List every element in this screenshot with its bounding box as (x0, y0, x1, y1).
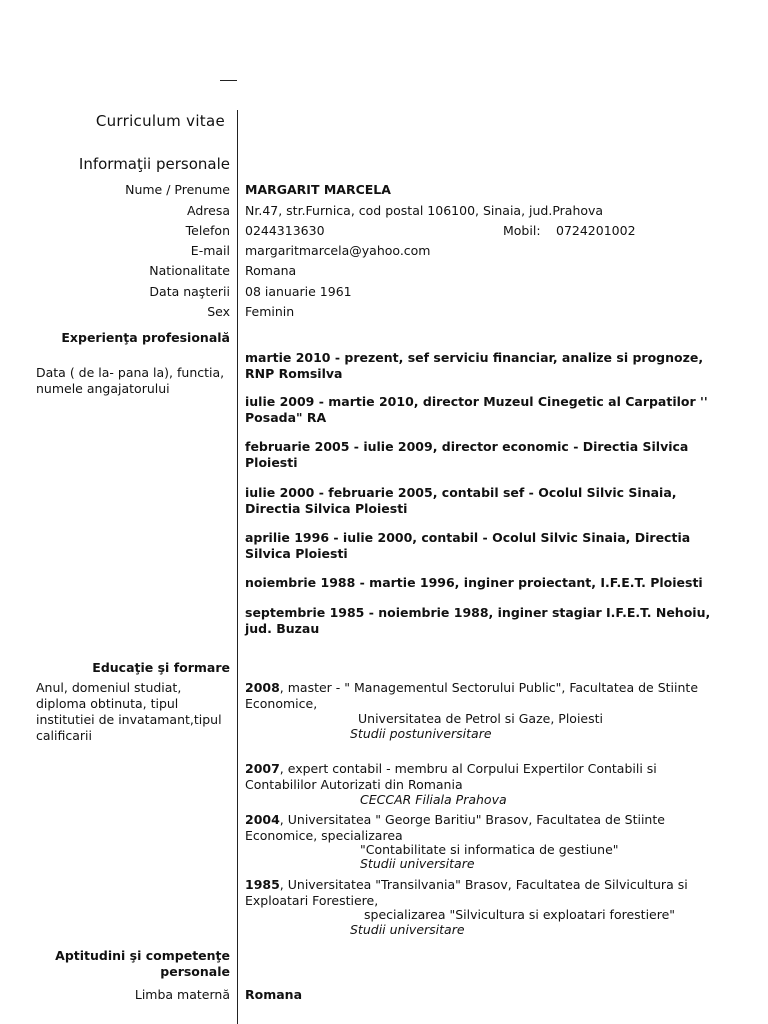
label-nationality: Nationalitate (149, 263, 230, 278)
education-text: , master - " Managementul Sectorului Public", Facultatea de Stiinte Economice, (245, 680, 699, 711)
experience-item: aprilie 1996 - iulie 2000, contabil - Ocolul Silvic Sinaia, Directia Silvica Ploiesti (245, 530, 691, 561)
label-phone: Telefon (185, 223, 230, 238)
education-level: Studii universitare (360, 856, 475, 871)
value-name: MARGARIT MARCELA (245, 182, 391, 197)
value-address: Nr.47, str.Furnica, cod postal 106100, Sinaia, jud.Prahova (245, 203, 604, 218)
experience-item: iulie 2000 - februarie 2005, contabil sef - Ocolul Silvic Sinaia, Directia Silvica Ploiesti (245, 485, 677, 516)
education-level: Studii universitare (350, 922, 465, 937)
education-label: Anul, domeniul studiat, diploma obtinuta, tipul institutiei de invatamant,tipul calificarii (36, 680, 222, 743)
education-institution: Universitatea de Petrol si Gaze, Ploiesti (358, 711, 603, 726)
experience-item: septembrie 1985 - noiembrie 1988, inginer stagiar I.F.E.T. Nehoiu, jud. Buzau (245, 605, 711, 636)
education-text: , Universitatea " George Baritiu" Brasov, Facultatea de Stiinte Economice, specializarea (245, 812, 665, 843)
education-year: 2004 (245, 812, 280, 827)
education-item (245, 761, 725, 793)
column-divider (237, 110, 238, 1024)
education-year: 2008 (245, 680, 280, 695)
value-nationality: Romana (245, 263, 297, 278)
education-specialization: specializarea "Silvicultura si exploatari forestiere" (364, 907, 676, 922)
value-birth-date: 08 ianuarie 1961 (245, 284, 352, 299)
education-year: 2007 (245, 761, 280, 776)
education-text: , expert contabil - membru al Corpului Expertilor Contabili si Contabililor Autorizati din Romania (245, 761, 657, 792)
label-sex: Sex (207, 304, 230, 319)
section-personal-info: Informaţii personale (78, 155, 230, 173)
experience-item: noiembrie 1988 - martie 1996, inginer proiectant, I.F.E.T. Ploiesti (245, 575, 703, 590)
education-year: 1985 (245, 877, 280, 892)
header-rule-tick (220, 80, 237, 81)
experience-label: Data ( de la- pana la), functia, numele angajatorului (36, 365, 225, 396)
section-skills: Aptitudini şi competenţe personale (55, 948, 230, 979)
education-specialization: "Contabilitate si informatica de gestiune" (360, 842, 619, 857)
education-item (245, 680, 725, 712)
education-item (245, 812, 725, 844)
label-mobile: Mobil: (503, 223, 541, 238)
label-mother-tongue: Limba maternă (134, 987, 230, 1002)
experience-item: februarie 2005 - iulie 2009, director economic - Directia Silvica Ploiesti (245, 439, 689, 470)
value-email: margaritmarcela@yahoo.com (245, 243, 431, 258)
education-level: Studii postuniversitare (350, 726, 492, 741)
value-mother-tongue: Romana (245, 987, 303, 1002)
value-mobile: 0724201002 (556, 223, 636, 238)
experience-item: martie 2010 - prezent, sef serviciu financiar, analize si prognoze, RNP Romsilva (245, 350, 704, 381)
education-institution: CECCAR Filiala Prahova (360, 792, 507, 807)
label-address: Adresa (187, 203, 230, 218)
education-item (245, 877, 725, 909)
experience-item: iulie 2009 - martie 2010, director Muzeul Cinegetic al Carpatilor '' Posada" RA (245, 394, 708, 425)
label-birth-date: Data naşterii (149, 284, 230, 299)
cv-title: Curriculum vitae (95, 112, 225, 130)
section-education: Educaţie şi formare (92, 660, 230, 675)
section-experience: Experienţa profesională (61, 330, 230, 345)
label-email: E-mail (190, 243, 230, 258)
value-sex: Feminin (245, 304, 295, 319)
label-name: Nume / Prenume (125, 182, 230, 197)
value-phone: 0244313630 (245, 223, 325, 238)
education-text: , Universitatea "Transilvania" Brasov, Facultatea de Silvicultura si Exploatari Forestiere, (245, 877, 688, 908)
